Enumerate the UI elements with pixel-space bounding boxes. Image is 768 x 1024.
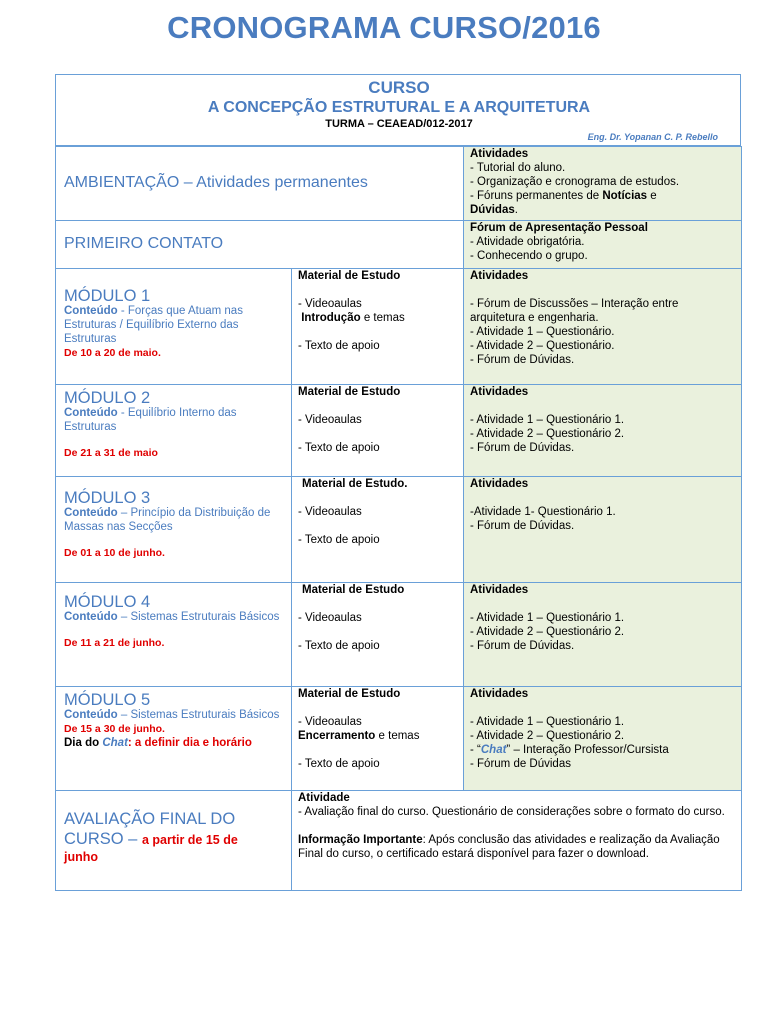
module-title: MÓDULO 2 [64, 389, 151, 407]
page-title: CRONOGRAMA CURSO/2016 [167, 10, 601, 45]
list-item: - Conhecendo o grupo. [470, 250, 588, 262]
table-row [56, 221, 742, 269]
list-item: - Fórum de Discussões – Interação entre arquitetura e engenharia. [470, 298, 679, 324]
list-item: - Fórum de Dúvidas [470, 758, 571, 770]
list-item: - Texto de apoio [298, 442, 380, 454]
ambientacao-cell [56, 147, 464, 221]
list-item: - Fórum de Dúvidas. [470, 354, 575, 366]
list-item: - Videoaulas [298, 298, 362, 310]
modulo5-materials [292, 687, 464, 791]
modulo3-cell [56, 477, 292, 583]
list-item: - Atividade 1 – Questionário 1. [470, 716, 625, 728]
chat-date [64, 736, 285, 750]
modulo2-cell [56, 385, 292, 477]
list-item-text: - Fóruns permanentes de [470, 190, 603, 202]
list-item: - Videoaulas [298, 716, 362, 728]
avaliacao-details [292, 791, 742, 891]
list-item-bold: Encerramento [298, 730, 376, 742]
list-item: - Atividade 2 – Questionário. [470, 340, 615, 352]
list-item: - Texto de apoio [298, 340, 380, 352]
list-item-text: . [514, 204, 518, 216]
modulo4-materials [292, 583, 464, 687]
course-header [55, 74, 741, 146]
info-text: : Após conclusão das atividades e realização da Avaliação Final do curso, o certificado estará disponível para fazer o download. [298, 834, 720, 860]
table-row [56, 477, 742, 583]
list-item: - Atividade 2 – Questionário 2. [470, 428, 625, 440]
list-item: - Tutorial do aluno. [470, 162, 566, 174]
ambientacao-title: AMBIENTAÇÃO – Atividades permanentes [64, 174, 368, 191]
content-text: – Sistemas Estruturais Básicos [117, 611, 280, 623]
module-title: MÓDULO 1 [64, 287, 151, 305]
content-label: Conteúdo [64, 507, 118, 519]
modulo4-activities [464, 583, 742, 687]
list-item: - Videoaulas [298, 612, 362, 624]
list-item [470, 189, 735, 203]
activities-heading: Atividades [470, 386, 529, 398]
chat-word: Chat [480, 744, 507, 756]
list-item: - Atividade 2 – Questionário 2. [470, 730, 625, 742]
class-code: TURMA – CEAEAD/012-2017 [325, 118, 473, 130]
materials-heading: Material de Estudo [298, 688, 401, 700]
primeiro-activities [464, 221, 742, 269]
list-item: - Atividade obrigatória. [470, 236, 585, 248]
content-label: Conteúdo [64, 407, 118, 419]
module-content [64, 708, 285, 722]
list-item [470, 743, 735, 757]
schedule-table [55, 146, 742, 891]
list-item: - Texto de apoio [298, 534, 380, 546]
modulo1-materials [292, 269, 464, 385]
list-item [298, 311, 457, 325]
modulo5-cell [56, 687, 292, 791]
list-item-text: e [647, 190, 657, 202]
avaliacao-title [64, 809, 285, 864]
modulo1-activities [464, 269, 742, 385]
module-date: De 15 a 30 de junho. [64, 723, 165, 735]
module-content [64, 406, 285, 434]
avaliacao-date: junho [64, 850, 99, 864]
module-date: De 11 a 21 de junho. [64, 637, 165, 649]
modulo5-activities [464, 687, 742, 791]
info-label: Informação Importante [298, 834, 423, 846]
list-item: - Videoaulas [298, 414, 362, 426]
avaliacao-title-line: CURSO – [64, 830, 142, 848]
materials-heading: Material de Estudo. [302, 478, 408, 490]
list-item-bold: Dúvidas [470, 204, 515, 216]
chat-word: Chat [102, 737, 128, 749]
list-item: - Videoaulas [298, 506, 362, 518]
list-item: - Atividade 1 – Questionário 1. [470, 612, 625, 624]
module-title: MÓDULO 5 [64, 691, 151, 709]
list-item: - Texto de apoio [298, 640, 380, 652]
module-date: De 21 a 31 de maio [64, 447, 158, 459]
list-item: - Fórum de Dúvidas. [470, 520, 575, 532]
activities-heading: Atividades [470, 584, 529, 596]
list-item-text: ” – Interação Professor/Cursista [506, 744, 669, 756]
materials-heading: Material de Estudo [298, 386, 401, 398]
modulo4-cell [56, 583, 292, 687]
list-item [470, 203, 735, 217]
primeiro-cell [56, 221, 464, 269]
list-item: - Fórum de Dúvidas. [470, 640, 575, 652]
avaliacao-date: a partir de 15 de [141, 833, 238, 847]
chat-schedule: : a definir dia e horário [127, 737, 252, 749]
modulo3-activities [464, 477, 742, 583]
list-item-bold: Notícias [602, 190, 648, 202]
module-title: MÓDULO 4 [64, 593, 151, 611]
list-item: - Atividade 2 – Questionário 2. [470, 626, 625, 638]
content-label: Conteúdo [64, 305, 118, 317]
important-info [298, 833, 735, 861]
module-date: De 10 a 20 de maio. [64, 347, 161, 359]
table-row [56, 269, 742, 385]
primeiro-title: PRIMEIRO CONTATO [64, 235, 224, 252]
table-row [56, 385, 742, 477]
activities-heading: Atividades [470, 688, 529, 700]
modulo2-activities [464, 385, 742, 477]
course-label: CURSO [368, 78, 430, 97]
list-item: - Organização e cronograma de estudos. [470, 176, 680, 188]
list-item-bold: Introdução [301, 312, 361, 324]
content-text: – Sistemas Estruturais Básicos [117, 709, 280, 721]
list-item: - Fórum de Dúvidas. [470, 442, 575, 454]
materials-heading: Material de Estudo [302, 584, 405, 596]
list-item-text: e temas [360, 312, 405, 324]
author: Eng. Dr. Yopanan C. P. Rebello [587, 132, 718, 142]
content-text: – Princípio da Distribuição de Massas nas Secções [64, 507, 271, 533]
avaliacao-title-line: AVALIAÇÃO FINAL DO [64, 810, 236, 828]
module-content [64, 506, 285, 534]
modulo2-materials [292, 385, 464, 477]
table-row [56, 687, 742, 791]
content-text: - Forças que Atuam nas Estruturas / Equilíbrio Externo das Estruturas [64, 305, 243, 345]
avaliacao-cell [56, 791, 292, 891]
table-row [56, 583, 742, 687]
modulo3-materials [292, 477, 464, 583]
module-content [64, 610, 285, 624]
list-item: - Avaliação final do curso. Questionário de considerações sobre o formato do curso. [298, 806, 725, 818]
course-name: A CONCEPÇÃO ESTRUTURAL E A ARQUITETURA [207, 99, 591, 116]
activities-heading: Atividades [470, 270, 529, 282]
table-row [56, 791, 742, 891]
list-item-text: e temas [375, 730, 420, 742]
forum-heading: Fórum de Apresentação Pessoal [470, 222, 648, 234]
modulo1-cell [56, 269, 292, 385]
content-label: Conteúdo [64, 709, 118, 721]
module-date: De 01 a 10 de junho. [64, 547, 165, 559]
table-row [56, 147, 742, 221]
list-item: - Texto de apoio [298, 758, 380, 770]
content-text: - Equilíbrio Interno das Estruturas [64, 407, 237, 433]
list-item: -Atividade 1- Questionário 1. [470, 506, 616, 518]
module-title: MÓDULO 3 [64, 489, 151, 507]
activity-heading: Atividade [298, 792, 350, 804]
list-item [298, 729, 457, 743]
activities-heading: Atividades [470, 148, 529, 160]
list-item-text: - “ [470, 744, 481, 756]
module-content [64, 304, 285, 346]
ambientacao-activities [464, 147, 742, 221]
list-item: - Atividade 1 – Questionário. [470, 326, 615, 338]
materials-heading: Material de Estudo [298, 270, 401, 282]
activities-heading: Atividades [470, 478, 529, 490]
content-label: Conteúdo [64, 611, 118, 623]
list-item: - Atividade 1 – Questionário 1. [470, 414, 625, 426]
chat-prefix: Dia do [64, 737, 103, 749]
